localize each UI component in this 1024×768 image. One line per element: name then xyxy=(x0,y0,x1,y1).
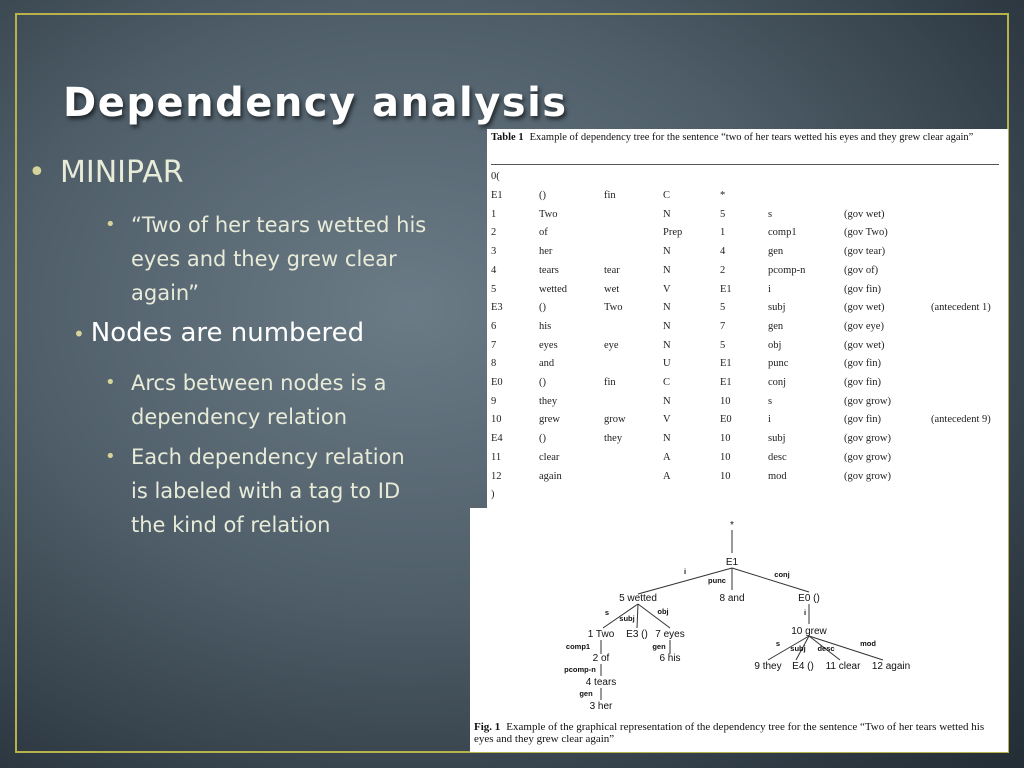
tree-node-root: * xyxy=(730,520,734,531)
table-cell: fin xyxy=(604,377,616,388)
slide-title: Dependency analysis xyxy=(63,80,568,126)
table-cell: N xyxy=(663,208,671,220)
table-cell: (gov fin) xyxy=(844,283,882,295)
table-cell: clear xyxy=(539,451,560,463)
table-cell: pcomp-n xyxy=(768,264,806,276)
table-cell: 8 xyxy=(491,358,497,370)
edge-label-comp1: comp1 xyxy=(565,642,591,651)
bullet-dot-icon: • xyxy=(105,446,116,467)
edge-label-i: i xyxy=(683,567,687,576)
table-cell: E0 xyxy=(720,414,732,426)
bullet-labeled: • Each dependency relation is labeled with a tag to ID the kind of relation xyxy=(131,440,421,542)
table-cell: 11 xyxy=(491,451,502,463)
table-cell: 5 xyxy=(720,339,726,351)
table-cell: fin xyxy=(604,190,616,201)
table-cell: (antecedent 9) xyxy=(931,414,991,426)
table-cell: 10 xyxy=(491,414,502,426)
table-cell: 10 xyxy=(720,470,731,482)
table-cell: U xyxy=(663,358,671,370)
table-row xyxy=(491,452,1003,470)
table-cell: V xyxy=(663,414,671,426)
table-cell: N xyxy=(663,264,671,276)
table-cell: 10 xyxy=(720,395,731,407)
edge-label-s: s xyxy=(604,608,610,617)
table-cell: E1 xyxy=(720,358,732,370)
table-cell: i xyxy=(768,283,771,295)
table-cell: grow xyxy=(604,414,626,426)
table-row xyxy=(491,321,1003,339)
table-cell: subj xyxy=(768,302,786,314)
table-row xyxy=(491,284,1003,302)
table-row xyxy=(491,396,1003,414)
table-cell: they xyxy=(604,433,623,445)
bullet-dot-icon: • xyxy=(28,155,46,190)
tree-node-and: 8 and xyxy=(719,593,745,604)
table-cell: 2 xyxy=(720,264,726,276)
table-cell: () xyxy=(539,377,546,388)
table-cell: gen xyxy=(768,320,784,332)
tree-node-e1: E1 xyxy=(725,557,739,568)
table-cell: E0 xyxy=(491,377,503,388)
table-cell: 1 xyxy=(720,227,726,239)
table-cell: eyes xyxy=(539,339,558,351)
table-cell: (gov grow) xyxy=(844,433,891,445)
table-cell: punc xyxy=(768,358,789,370)
edge-label-s: s xyxy=(775,639,781,648)
table-cell: (gov wet) xyxy=(844,208,885,220)
dependency-tree-svg xyxy=(470,508,1008,718)
bullet-dot-icon: • xyxy=(105,372,116,393)
dependency-table-image xyxy=(487,129,1008,509)
edge-label-punc: punc xyxy=(708,576,726,585)
table-row xyxy=(491,340,1003,358)
table-caption: Table 1 Example of dependency tree for the sentence “two of her tears wetted his eyes and they grew clear again” xyxy=(491,132,974,143)
bullet-dot-icon: • xyxy=(105,214,116,235)
table-cell: 7 xyxy=(720,320,726,332)
table-row xyxy=(491,227,1003,245)
bullet-arcs: • Arcs between nodes is a dependency relation xyxy=(131,366,431,434)
table-cell: () xyxy=(539,190,546,201)
table-cell: obj xyxy=(768,339,782,351)
table-cell: i xyxy=(768,414,771,426)
table-cell: (antecedent 1) xyxy=(931,302,991,314)
table-cell: grew xyxy=(539,414,560,426)
table-cell: Two xyxy=(539,208,558,220)
table-cell: C xyxy=(663,190,671,201)
table-cell: tears xyxy=(539,264,559,276)
table-cell: mod xyxy=(768,470,787,482)
table-cell: tear xyxy=(604,264,620,276)
table-cell: and xyxy=(539,358,555,370)
table-cell: wetted xyxy=(539,283,567,295)
table-row xyxy=(491,471,1003,489)
table-cell: desc xyxy=(768,451,787,463)
tree-node-clear: 11 clear xyxy=(825,661,861,672)
tree-node-e4: E4 () xyxy=(792,661,814,672)
bullet-quote: • “Two of her tears wetted his eyes and they grew clear again” xyxy=(131,208,431,310)
table-cell: (gov fin) xyxy=(844,414,882,426)
table-cell: 5 xyxy=(720,302,726,314)
table-close: ) xyxy=(491,489,495,500)
table-cell: E3 xyxy=(491,302,503,314)
table-cell: they xyxy=(539,395,558,407)
table-row xyxy=(491,246,1003,264)
table-cell: N xyxy=(663,320,671,332)
edge-label-subj: subj xyxy=(790,644,806,653)
table-cell: 4 xyxy=(720,246,726,258)
table-cell: 10 xyxy=(720,451,731,463)
tree-node-his: 6 his xyxy=(659,653,681,664)
table-cell: 2 xyxy=(491,227,497,239)
table-row xyxy=(491,265,1003,283)
table-cell: N xyxy=(663,395,671,407)
bullet-nodes: • Nodes are numbered xyxy=(73,318,365,348)
table-open: 0( xyxy=(491,171,500,182)
table-row xyxy=(491,190,1003,208)
tree-node-grew: 10 grew xyxy=(791,626,827,637)
table-cell: conj xyxy=(768,377,787,388)
table-cell: N xyxy=(663,246,671,258)
figure-caption: Fig. 1 Example of the graphical representation of the dependency tree for the sentence “Two of her tears wetted his eyes and they grew clear again” xyxy=(474,721,985,745)
table-cell: 7 xyxy=(491,339,497,351)
table-cell: (gov grow) xyxy=(844,470,891,482)
table-cell: (gov fin) xyxy=(844,377,882,388)
tree-node-e0: E0 () xyxy=(798,593,820,604)
edge-label-obj: obj xyxy=(657,607,669,616)
table-row xyxy=(491,377,1003,395)
table-row xyxy=(491,302,1003,320)
edge-label-subj: subj xyxy=(619,614,635,623)
table-cell: E1 xyxy=(720,283,732,295)
table-cell: comp1 xyxy=(768,227,797,239)
table-row xyxy=(491,209,1003,227)
table-cell: 10 xyxy=(720,433,731,445)
bullet-dot-icon: • xyxy=(73,322,85,346)
tree-node-eyes: 7 eyes xyxy=(655,629,685,640)
table-cell: A xyxy=(663,451,671,463)
edge-label-pcomp-n: pcomp-n xyxy=(564,665,596,674)
table-cell: his xyxy=(539,320,552,332)
table-cell: C xyxy=(663,377,671,388)
table-cell: (gov tear) xyxy=(844,246,886,258)
tree-node-two: 1 Two xyxy=(587,629,615,640)
tree-node-tears: 4 tears xyxy=(585,677,617,688)
table-cell: V xyxy=(663,283,671,295)
table-cell: 3 xyxy=(491,246,497,258)
table-cell: wet xyxy=(604,283,620,295)
table-cell: (gov wet) xyxy=(844,302,885,314)
table-cell: (gov of) xyxy=(844,264,879,276)
edge-label-i: i xyxy=(803,608,807,617)
dependency-tree-figure xyxy=(470,508,1008,752)
table-cell: Two xyxy=(604,302,623,314)
table-cell: her xyxy=(539,246,553,258)
table-cell: 5 xyxy=(491,283,497,295)
tree-node-of: 2 of xyxy=(592,653,610,664)
edge-label-gen: gen xyxy=(652,642,666,651)
table-cell: E4 xyxy=(491,433,503,445)
table-cell: * xyxy=(720,190,726,201)
table-rule xyxy=(491,164,999,165)
table-cell: 12 xyxy=(491,470,502,482)
tree-node-e3: E3 () xyxy=(626,629,648,640)
edge-label-mod: mod xyxy=(860,639,876,648)
table-cell: (gov eye) xyxy=(844,320,884,332)
table-row xyxy=(491,358,1003,376)
table-cell: E1 xyxy=(720,377,732,388)
table-cell: subj xyxy=(768,433,786,445)
table-cell: (gov wet) xyxy=(844,339,885,351)
table-cell: gen xyxy=(768,246,784,258)
table-cell: 4 xyxy=(491,264,497,276)
table-row xyxy=(491,433,1003,451)
table-cell: (gov grow) xyxy=(844,395,891,407)
edge-label-desc: desc xyxy=(817,644,835,653)
table-cell: () xyxy=(539,433,546,445)
table-cell: (gov grow) xyxy=(844,451,891,463)
table-cell: (gov Two) xyxy=(844,227,888,239)
table-cell: N xyxy=(663,433,671,445)
table-cell: () xyxy=(539,302,546,314)
table-row xyxy=(491,414,1003,432)
tree-node-they: 9 they xyxy=(754,661,782,672)
edge-label-gen: gen xyxy=(579,689,593,698)
table-cell: Prep xyxy=(663,227,683,239)
tree-node-again: 12 again xyxy=(871,661,911,672)
table-cell: eye xyxy=(604,339,619,351)
table-cell: s xyxy=(768,208,773,220)
table-cell: 5 xyxy=(720,208,726,220)
table-cell: s xyxy=(768,395,773,407)
table-cell: E1 xyxy=(491,190,503,201)
table-cell: N xyxy=(663,302,671,314)
tree-node-wetted: 5 wetted xyxy=(619,593,657,604)
tree-node-her: 3 her xyxy=(589,701,613,712)
table-cell: A xyxy=(663,470,671,482)
table-cell: of xyxy=(539,227,548,239)
table-cell: N xyxy=(663,339,671,351)
table-cell: 6 xyxy=(491,320,497,332)
table-cell: 9 xyxy=(491,395,497,407)
table-cell: (gov fin) xyxy=(844,358,882,370)
table-cell: 1 xyxy=(491,208,497,220)
edge-label-conj: conj xyxy=(774,570,790,579)
table-cell: again xyxy=(539,470,562,482)
